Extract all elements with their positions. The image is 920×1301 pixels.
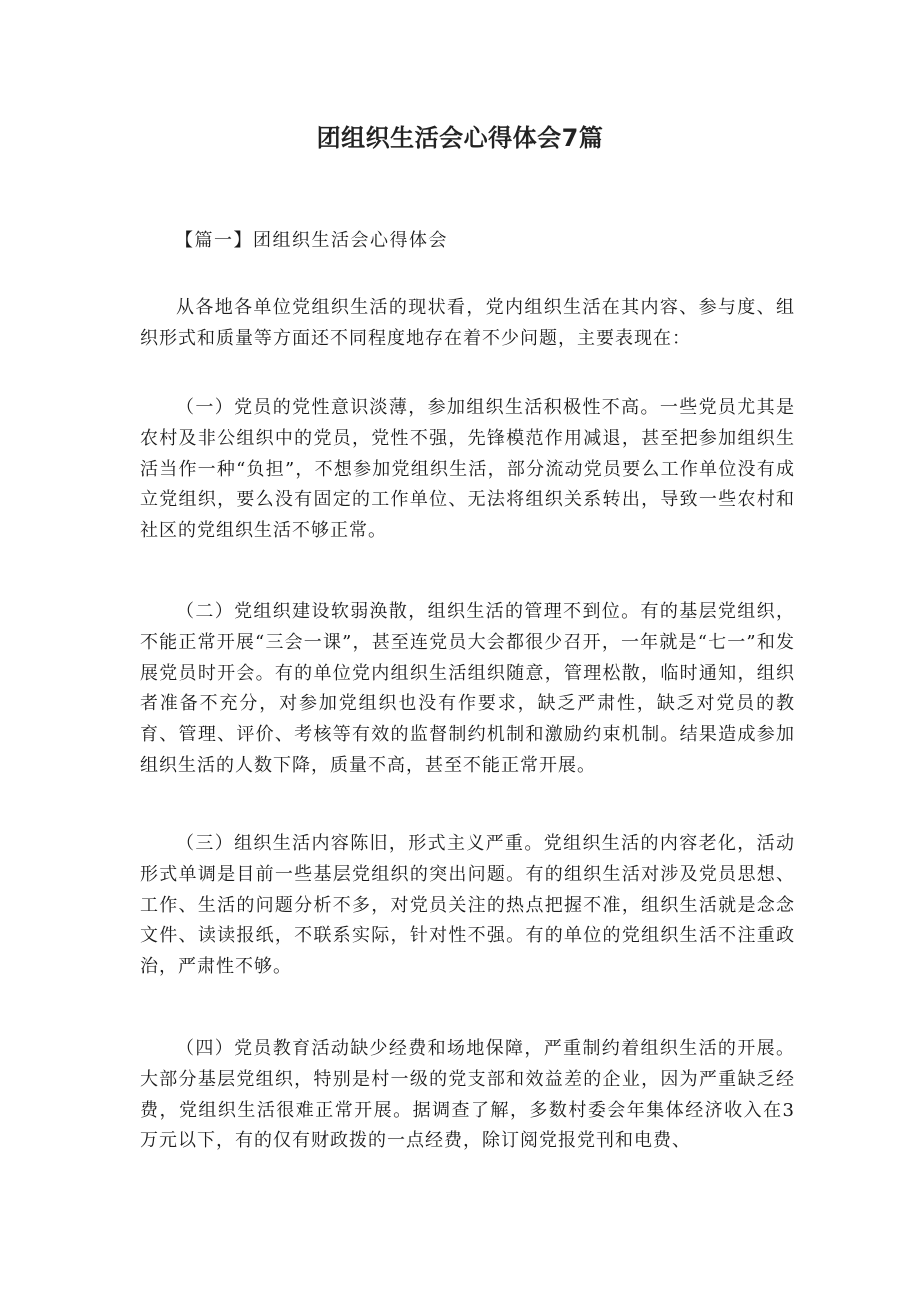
section-heading: 【篇一】团组织生活会心得体会 bbox=[175, 230, 448, 251]
paragraph-point-2: （二）党组织建设软弱涣散，组织生活的管理不到位。有的基层党组织，不能正常开展“三会一课”，甚至连党员大会都很少召开，一年就是“七一”和发展党员时开会。有的单位党内组织生活组织随意，管理松散，临时通知，组织者准备不充分，对参加党组织也没有作要求，缺乏严肃性，缺乏对党员的教育、管理、评价、考核等有效的监督制约机制和激励约束机制。结果造成参加组织生活的人数下降，质量不高，甚至不能正常开展。 bbox=[140, 601, 795, 776]
paragraph-point-1: （一）党员的党性意识淡薄，参加组织生活积极性不高。一些党员尤其是农村及非公组织中的党员，党性不强，先锋模范作用减退，甚至把参加组织生活当作一种“负担”，不想参加党组织生活，部分流动党员要么工作单位没有成立党组织，要么没有固定的工作单位、无法将组织关系转出，导致一些农村和社区的党组织生活不够正常。 bbox=[140, 397, 795, 542]
document-title: 团组织生活会心得体会7篇 bbox=[316, 124, 604, 152]
paragraph-point-3: （三）组织生活内容陈旧，形式主义严重。党组织生活的内容老化，活动形式单调是目前一些基层党组织的突出问题。有的组织生活对涉及党员思想、工作、生活的问题分析不多，对党员关注的热点把握不准，组织生活就是念念文件、读读报纸，不联系实际，针对性不强。有的单位的党组织生活不注重政治，严肃性不够。 bbox=[140, 833, 795, 978]
paragraph-intro: 从各地各单位党组织生活的现状看，党内组织生活在其内容、参与度、组织形式和质量等方面还不同程度地存在着不少问题，主要表现在： bbox=[140, 297, 795, 349]
paragraph-point-4: （四）党员教育活动缺少经费和场地保障，严重制约着组织生活的开展。大部分基层党组织，特别是村一级的党支部和效益差的企业，因为严重缺乏经费，党组织生活很难正常开展。据调查了解，多数村委会年集体经济收入在3万元以下，有的仅有财政拨的一点经费，除订阅党报党刊和电费、 bbox=[140, 1038, 795, 1152]
